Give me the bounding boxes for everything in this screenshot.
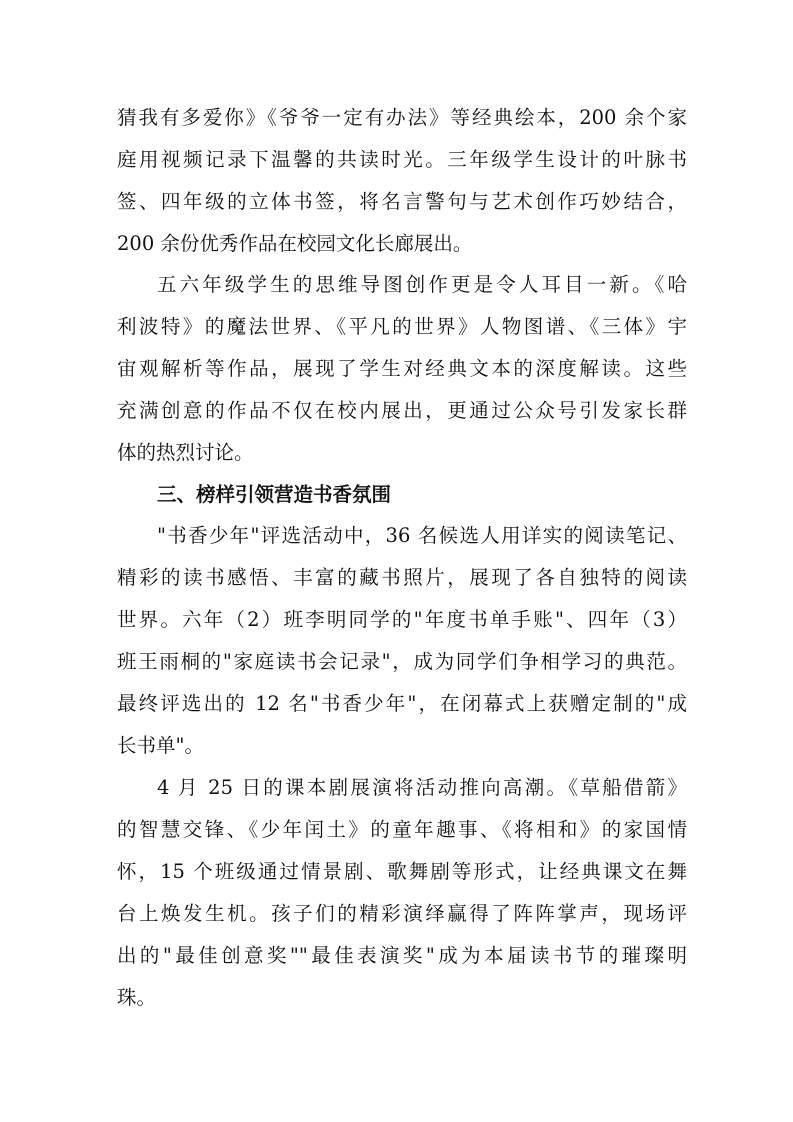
paragraph-1-line-3: 签、四年级的立体书签，将名言警句与艺术创作巧妙结合，	[117, 190, 687, 213]
paragraph-1-line-4: 200 余份优秀作品在校园文化长廊展出。	[117, 232, 473, 255]
paragraph-4-line-4: 台上焕发生机。孩子们的精彩演绎赢得了阵阵掌声，现场评	[117, 902, 687, 925]
paragraph-4-line-6: 珠。	[117, 986, 157, 1009]
paragraph-3-line-4: 班王雨桐的"家庭读书会记录"，成为同学们争相学习的典范。	[117, 650, 687, 673]
paragraph-2-line-5: 体的热烈讨论。	[117, 441, 254, 464]
paragraph-2-line-4: 充满创意的作品不仅在校内展出，更通过公众号引发家长群	[117, 399, 687, 422]
paragraph-3-line-1: "书香少年"评选活动中，36 名候选人用详实的阅读笔记、	[157, 524, 687, 547]
paragraph-3-line-5: 最终评选出的 12 名"书香少年"，在闭幕式上获赠定制的"成	[117, 692, 687, 715]
paragraph-4-line-1: 4 月 25 日的课本剧展演将活动推向高潮。《草船借箭》	[157, 776, 687, 799]
section-heading: 三、榜样引领营造书香氛围	[157, 483, 392, 506]
paragraph-3-line-3: 世界。六年（2）班李明同学的"年度书单手账"、四年（3）	[117, 608, 687, 631]
paragraph-4-line-2: 的智慧交锋、《少年闰土》的童年趣事、《将相和》的家国情	[117, 818, 687, 841]
paragraph-4-line-3: 怀，15 个班级通过情景剧、歌舞剧等形式，让经典课文在舞	[117, 860, 687, 883]
paragraph-3-line-2: 精彩的读书感悟、丰富的藏书照片，展现了各自独特的阅读	[117, 566, 687, 589]
paragraph-2-line-3: 宙观解析等作品，展现了学生对经典文本的深度解读。这些	[117, 357, 687, 380]
paragraph-2-line-1: 五六年级学生的思维导图创作更是令人耳目一新。《哈	[157, 273, 687, 296]
paragraph-1-line-1: 猜我有多爱你》《爷爷一定有办法》等经典绘本，200 余个家	[117, 106, 687, 129]
paragraph-1-line-2: 庭用视频记录下温馨的共读时光。三年级学生设计的叶脉书	[117, 148, 687, 171]
paragraph-4-line-5: 出的"最佳创意奖""最佳表演奖"成为本届读书节的璀璨明	[117, 944, 687, 967]
paragraph-2-line-2: 利波特》的魔法世界、《平凡的世界》人物图谱、《三体》宇	[117, 315, 687, 338]
paragraph-3-line-6: 长书单"。	[117, 734, 204, 757]
